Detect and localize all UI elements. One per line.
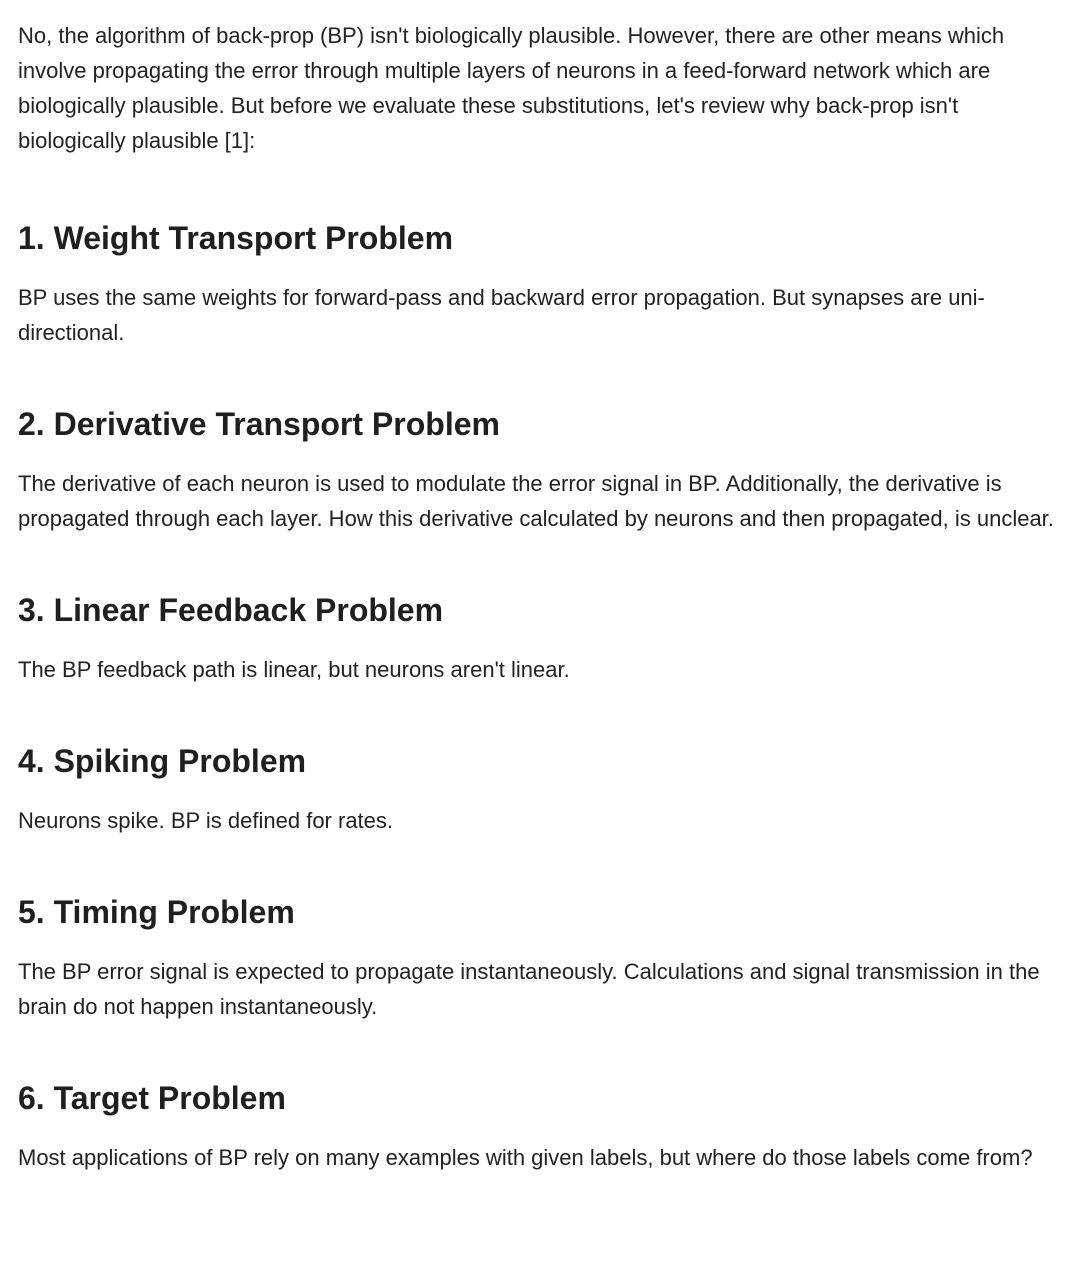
section-heading: 6. Target Problem xyxy=(18,1080,286,1116)
section-derivative-transport xyxy=(18,404,1062,536)
section-linear-feedback xyxy=(18,590,1062,687)
section-body: BP uses the same weights for forward-pass and backward error propagation. But synapses are uni-directional. xyxy=(18,285,985,345)
section-heading: 4. Spiking Problem xyxy=(18,743,307,779)
section-weight-transport xyxy=(18,218,1062,350)
section-spiking xyxy=(18,741,1062,838)
section-body: Most applications of BP rely on many examples with given labels, but where do those labels come from? xyxy=(18,1145,1033,1170)
section-heading: 3. Linear Feedback Problem xyxy=(18,592,444,628)
section-heading: 2. Derivative Transport Problem xyxy=(18,406,500,442)
section-body: Neurons spike. BP is defined for rates. xyxy=(18,808,394,833)
section-body: The derivative of each neuron is used to modulate the error signal in BP. Additionally, the derivative is propagated through each layer. How this derivative calculated by neurons and then propagated, is unclear. xyxy=(18,471,1054,531)
section-target xyxy=(18,1078,1062,1175)
intro-paragraph: No, the algorithm of back-prop (BP) isn't biologically plausible. However, there are other means which involve propagating the error through multiple layers of neurons in a feed-forward network which are biologically plausible. But before we evaluate these substitutions, let's review why back-prop isn't biologically plausible [1]: xyxy=(18,23,1005,153)
section-heading: 5. Timing Problem xyxy=(18,894,295,930)
section-heading: 1. Weight Transport Problem xyxy=(18,220,454,256)
section-timing xyxy=(18,892,1062,1024)
section-body: The BP feedback path is linear, but neurons aren't linear. xyxy=(18,657,570,682)
section-body: The BP error signal is expected to propagate instantaneously. Calculations and signal transmission in the brain do not happen instantaneously. xyxy=(18,959,1040,1019)
